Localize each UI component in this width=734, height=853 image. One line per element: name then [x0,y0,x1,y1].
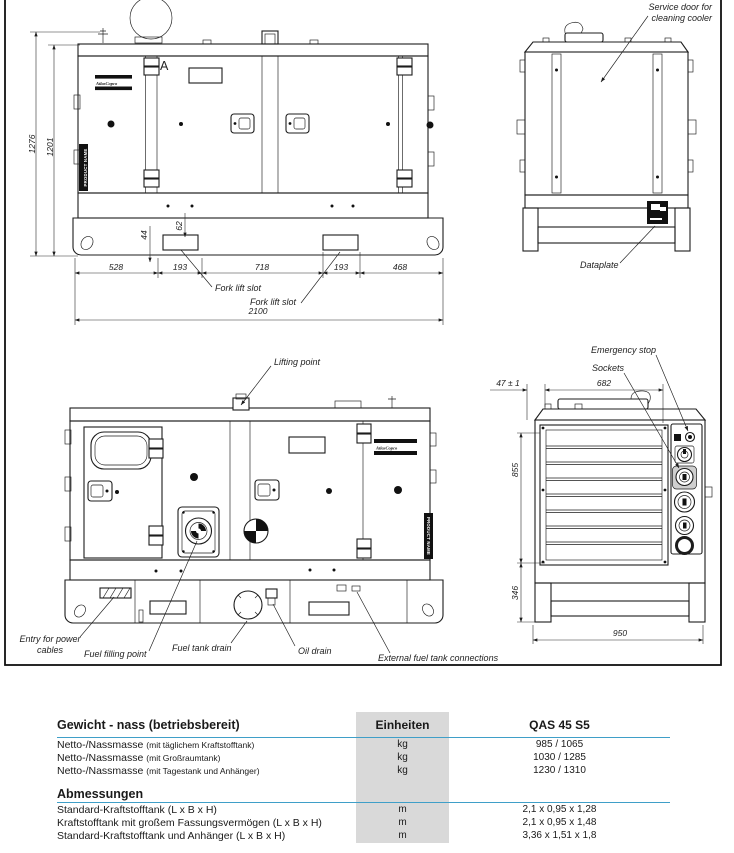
dim-44: 44 [139,230,149,240]
door-handle [231,114,254,133]
brand-logo [374,439,417,455]
cooler-louver-panel [540,425,668,565]
product-name-text: PRODUCT NAME [83,148,88,187]
view-end-top [517,2,713,270]
dim-346: 346 [510,585,520,601]
rear-skid-slot [309,602,349,615]
row-label: Netto-/Nassmasse [57,764,144,777]
socket-outlet-4 [677,538,693,554]
entry-power-label-2: cables [36,645,64,655]
oil-drain-label: Oil drain [298,646,332,656]
cooler-end-body [535,420,705,583]
row-unit: kg [397,765,408,776]
fork-lift-slot-left [163,235,198,250]
sockets-label: Sockets [592,363,625,373]
dimensions-section-row [57,786,670,802]
row-value: 1030 / 1285 [533,752,586,763]
row-unit: kg [397,739,408,750]
dim-canopy-height: 1201 [45,137,55,157]
skid-frame [73,218,443,255]
table-row [57,751,670,764]
dataplate [647,201,668,224]
top-handle [565,33,603,42]
window-inner [95,436,147,465]
row-label: Standard-Kraftstofftank (L x B x H) [57,803,217,816]
product-name-text: PRODUCT NAME [426,516,431,556]
spec-label-plate [189,68,222,83]
dim-468: 468 [392,262,408,272]
door-handle [88,481,112,501]
entry-power-label-1: Entry for power [19,634,81,644]
spec-label-plate [289,437,325,453]
fuel-filling-point-label: Fuel filling point [84,649,147,659]
spec-table [57,712,670,842]
dim-193a: 193 [172,262,188,272]
row-unit: m [398,830,407,841]
dim-682: 682 [596,378,612,388]
external-fuel-connections [337,585,360,591]
skid-foot-left [535,583,551,622]
brand-logo-text: AtlasCopco [376,445,398,451]
row-label: Netto-/Nassmasse [57,738,144,751]
skid-foot-right [675,208,690,251]
dim-overall-length: 2100 [248,306,268,316]
dim-47: 47 ± 1 [496,378,520,388]
row-note: (mit täglichem Kraftstofftank) [146,739,255,750]
lifting-point-label: Lifting point [274,357,321,367]
row-label: Kraftstofftank mit großem Fassungsvermögen (L x B x H) [57,816,322,829]
model-column-header: QAS 45 S5 [529,717,590,732]
service-door-label-2: cleaning cooler [651,13,712,23]
dim-62: 62 [174,221,184,231]
control-knob [675,446,694,463]
service-door-label-1: Service door for [648,2,712,12]
fuel-filler [178,507,219,557]
rear-panel [525,52,688,195]
table-row [57,829,670,842]
socket-panel [671,424,702,554]
fuel-tank-drain-label: Fuel tank drain [172,643,232,653]
socket-outlet-3 [676,517,694,535]
oil-drain-valve [266,589,277,605]
table-row [57,816,670,829]
skid-crossbar [538,227,675,243]
lifting-point [233,398,249,410]
power-cable-entry [100,588,131,598]
row-value: 2,1 x 0,95 x 1,28 [522,804,597,815]
fuel-frame [78,193,428,218]
detail-marker-A: A [160,59,169,73]
row-unit: m [398,804,407,815]
row-note: (mit Großraumtank) [146,752,221,763]
socket-outlet-2 [675,492,695,512]
socket-outlet-1 [673,466,697,489]
fuel-tank-drain [234,591,262,619]
fork-lift-slot-label-2: Fork lift slot [250,297,297,307]
skid-foot-right [689,583,705,622]
brand-logo [95,75,132,90]
row-value: 2,1 x 0,95 x 1,48 [522,817,597,828]
lifting-eye [98,28,108,43]
units-column-header: Einheiten [375,717,430,732]
row-note: (mit Tagestank und Anhänger) [146,765,260,776]
brand-logo-text: AtlasCopco [96,81,118,86]
row-label: Netto-/Nassmasse [57,751,144,764]
detail-circle-A [130,0,172,39]
skid-frame [65,580,443,623]
roof-rail [78,44,428,56]
row-value: 3,36 x 1,51 x 1,8 [522,830,597,841]
row-value: 985 / 1065 [535,739,584,750]
view-side-top [73,0,443,255]
dim-718: 718 [254,262,270,272]
panel-light [674,434,681,441]
table-header-row [57,712,670,737]
lifting-eye [388,396,396,408]
row-unit: m [398,817,407,828]
skid-foot-left [523,208,538,251]
dims-view-side-top [27,32,443,325]
dim-855: 855 [510,462,520,478]
dimensions-section-title: Abmessungen [57,787,144,801]
skid-crossbar [551,601,689,616]
roof-cap [525,42,688,52]
centre-of-gravity-symbol [244,519,268,543]
view-side-bottom [65,394,443,623]
roof-rail [70,408,430,421]
labels-view-side-bottom [19,357,498,663]
emergency-stop-label: Emergency stop [590,345,656,355]
dim-528: 528 [108,262,124,272]
weight-section-title: Gewicht - nass (betriebsbereit) [57,717,240,732]
door-handle [286,114,309,133]
external-fuel-label: External fuel tank connections [378,653,499,663]
fork-lift-slot-right [323,235,358,250]
top-handle [558,399,648,409]
table-row [57,738,670,751]
dim-overall-height: 1276 [27,134,37,154]
fuel-frame [70,560,430,580]
dataplate-label: Dataplate [580,260,619,270]
drain-pin [139,610,143,622]
table-row [57,803,670,816]
row-label: Standard-Kraftstofftank und Anhänger (L x B x H) [57,829,286,842]
fork-lift-slot-label-1: Fork lift slot [215,283,262,293]
row-value: 1230 / 1310 [533,765,586,776]
dim-overall-width: 950 [612,628,628,638]
central-lifting-bail [262,31,278,44]
dim-193b: 193 [333,262,349,272]
row-unit: kg [397,752,408,763]
roof-vent [335,401,361,408]
table-row [57,764,670,777]
door-handle [255,480,279,500]
